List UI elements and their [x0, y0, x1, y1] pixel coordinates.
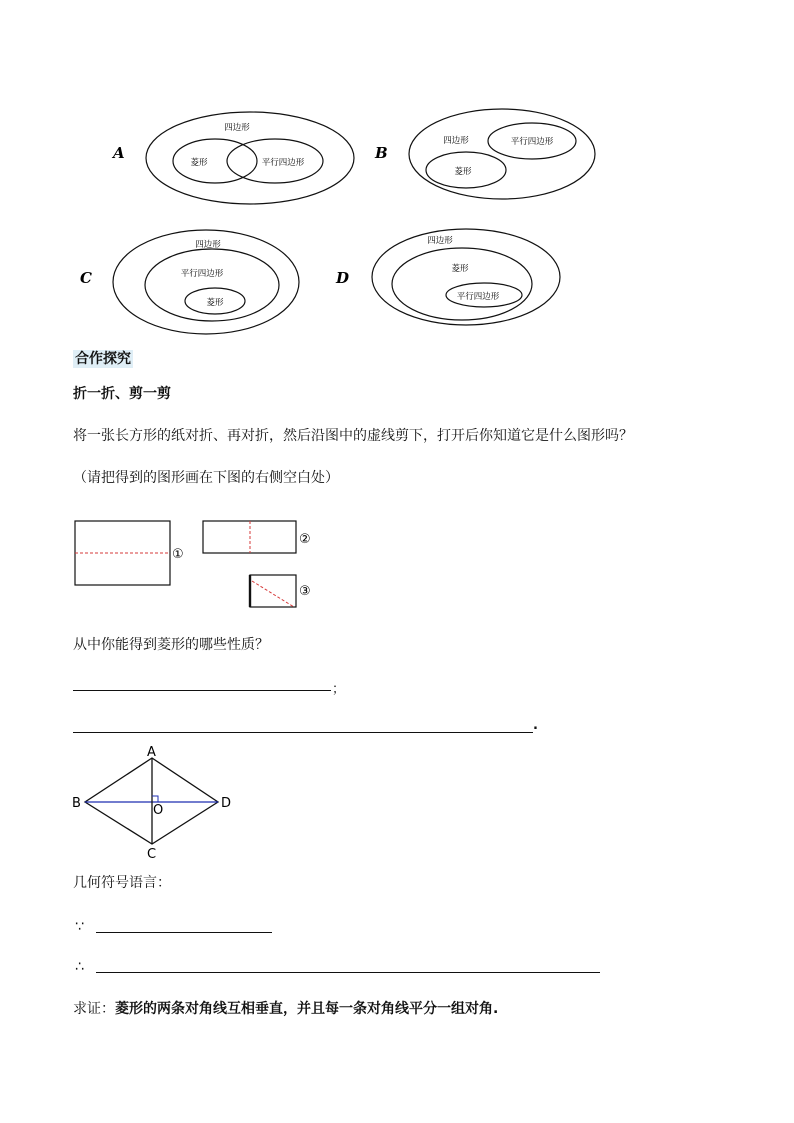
center-o-label: O: [153, 803, 164, 818]
proof-statement: 菱形的两条对角线互相垂直，并且每一条对角线平分一组对角.: [115, 1001, 499, 1017]
option-d-letter: D: [336, 269, 350, 287]
outer-label: 四边形: [427, 236, 453, 246]
right-angle-mark: [152, 796, 158, 802]
blank-period: .: [533, 718, 538, 733]
vertex-b-label: B: [72, 796, 81, 811]
option-c-diagram: [72, 225, 312, 340]
fold-step-2-label: ②: [299, 532, 311, 547]
left-label: 菱形: [190, 158, 208, 168]
middle-ellipse: [145, 249, 279, 321]
option-d-diagram: [330, 225, 570, 330]
outer-label: 四边形: [224, 123, 250, 133]
answer-blank-1[interactable]: [73, 690, 331, 691]
rhombus-diagram: [70, 742, 240, 864]
section-title: 合作探究: [75, 351, 131, 367]
middle-label: 平行四边形: [180, 269, 224, 279]
option-a-diagram: [105, 108, 355, 208]
because-symbol: ∵: [75, 919, 84, 935]
proof-prefix: 求证：: [73, 1001, 115, 1017]
blank-separator: ；: [332, 682, 346, 697]
middle-ellipse: [392, 248, 532, 320]
therefore-blank[interactable]: [96, 972, 600, 973]
outer-label: 四边形: [195, 240, 221, 250]
because-blank[interactable]: [96, 932, 272, 933]
inner-label: 菱形: [206, 298, 224, 308]
option-a-letter: A: [113, 144, 125, 162]
answer-blank-2[interactable]: [73, 732, 533, 733]
instruction-text: 将一张长方形的纸对折、再对折，然后沿图中的虚线剪下，打开后你知道它是什么图形吗？: [73, 428, 633, 444]
fold-step-3-label: ③: [299, 584, 311, 599]
option-b-letter: B: [375, 144, 388, 162]
therefore-symbol: ∴: [75, 959, 84, 975]
vertex-d-label: D: [221, 796, 232, 811]
vertex-c-label: C: [147, 847, 157, 862]
proof-text: [73, 1000, 498, 1018]
fold-step-3-rect: [250, 575, 296, 607]
inner-label: 平行四边形: [456, 292, 500, 302]
middle-label: 菱形: [451, 264, 469, 274]
fold-diagrams: [70, 515, 330, 615]
outer-ellipse: [372, 229, 560, 325]
fold-step-1-label: ①: [172, 547, 184, 562]
activity-title: 折一折、剪一剪: [73, 386, 171, 402]
symbol-language-label: 几何符号语言：: [73, 875, 171, 891]
cut-line: [252, 581, 294, 607]
rhombus-ellipse: [173, 139, 257, 183]
topright-label: 平行四边形: [510, 137, 554, 147]
question-text: 从中你能得到菱形的哪些性质？: [73, 637, 269, 653]
option-b-diagram: [370, 104, 600, 204]
option-c-letter: C: [80, 269, 92, 287]
outer-label: 四边形: [443, 136, 469, 146]
bottomleft-label: 菱形: [454, 167, 472, 177]
right-label: 平行四边形: [261, 158, 305, 168]
note-text: （请把得到的图形画在下图的右侧空白处）: [73, 470, 339, 486]
vertex-a-label: A: [147, 745, 156, 760]
